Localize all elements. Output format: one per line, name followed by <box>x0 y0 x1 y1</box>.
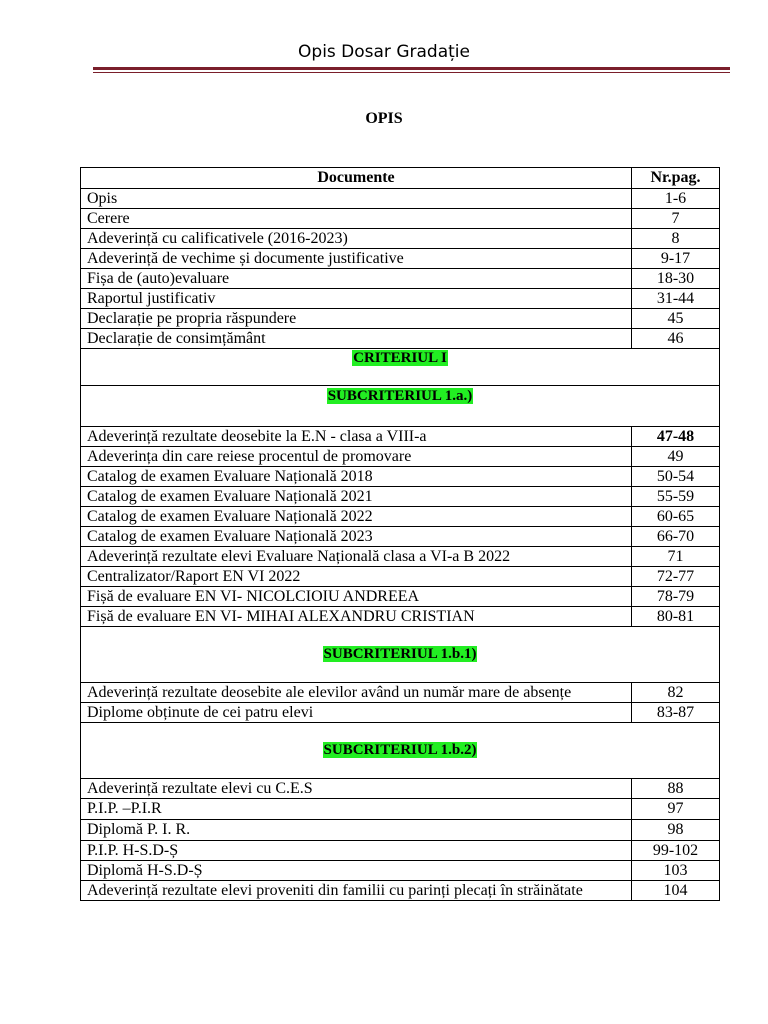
table-row <box>81 249 720 269</box>
pages-cell: 60-65 <box>632 507 720 527</box>
doc-cell: Catalog de examen Evaluare Națională 2022 <box>81 507 632 527</box>
table-row <box>81 820 720 841</box>
table-row <box>81 507 720 527</box>
pages-cell: 71 <box>632 547 720 567</box>
table-row <box>81 487 720 507</box>
table-row <box>81 683 720 703</box>
doc-cell: Adeverință de vechime și documente justificative <box>81 249 632 269</box>
pages-cell: 8 <box>632 229 720 249</box>
doc-cell: Adeverință rezultate deosebite ale elevilor având un număr mare de absențe <box>81 683 632 703</box>
table-row <box>81 799 720 820</box>
doc-cell: Raportul justificativ <box>81 289 632 309</box>
pages-cell: 18-30 <box>632 269 720 289</box>
pages-cell: 49 <box>632 447 720 467</box>
doc-cell: Diplomă H-S.D-Ș <box>81 861 632 881</box>
doc-cell: Adeverință rezultate elevi Evaluare Națională clasa a VI-a B 2022 <box>81 547 632 567</box>
pages-cell: 45 <box>632 309 720 329</box>
table-row <box>81 527 720 547</box>
doc-cell: Catalog de examen Evaluare Națională 2021 <box>81 487 632 507</box>
header-rule-thin <box>93 72 730 73</box>
subcriteriu-1b2-heading: SUBCRITERIUL 1.b.2) <box>323 742 477 758</box>
pages-cell: 97 <box>632 799 720 820</box>
table-row <box>81 567 720 587</box>
subcriteriu-1b1-heading: SUBCRITERIUL 1.b.1) <box>323 646 477 662</box>
section-row-sub-1b2 <box>81 723 720 779</box>
section-row-criteriu <box>81 349 720 386</box>
doc-cell: Adeverință rezultate deosebite la E.N - clasa a VIII-a <box>81 427 632 447</box>
pages-cell: 88 <box>632 779 720 799</box>
doc-cell: Opis <box>81 189 632 209</box>
table-row <box>81 703 720 723</box>
doc-cell: Diplomă P. I. R. <box>81 820 632 841</box>
section-row-sub-1a <box>81 386 720 427</box>
section-row-sub-1b1 <box>81 627 720 683</box>
table-row <box>81 587 720 607</box>
table-row <box>81 447 720 467</box>
table-row <box>81 427 720 447</box>
column-header-documents: Documente <box>81 168 632 189</box>
doc-cell: Catalog de examen Evaluare Națională 2018 <box>81 467 632 487</box>
page-header-title: Opis Dosar Gradație <box>298 42 470 62</box>
doc-cell: P.I.P. –P.I.R <box>81 799 632 820</box>
table-row <box>81 209 720 229</box>
pages-cell: 80-81 <box>632 607 720 627</box>
pages-cell: 46 <box>632 329 720 349</box>
table-row <box>81 861 720 881</box>
doc-cell: Fișa de (auto)evaluare <box>81 269 632 289</box>
table-row <box>81 841 720 861</box>
doc-cell: Adeverință rezultate elevi cu C.E.S <box>81 779 632 799</box>
pages-cell: 104 <box>632 881 720 901</box>
table-row <box>81 289 720 309</box>
doc-cell: Adeverința din care reiese procentul de promovare <box>81 447 632 467</box>
pages-cell: 55-59 <box>632 487 720 507</box>
opis-table <box>80 167 720 901</box>
doc-cell: Diplome obținute de cei patru elevi <box>81 703 632 723</box>
table-row <box>81 329 720 349</box>
table-row <box>81 269 720 289</box>
document-title: OPIS <box>365 110 403 127</box>
table-row <box>81 309 720 329</box>
pages-cell: 82 <box>632 683 720 703</box>
doc-cell: Adeverință rezultate elevi proveniti din familii cu parinți plecați în străinătate <box>81 881 632 901</box>
table-row <box>81 467 720 487</box>
pages-cell: 50-54 <box>632 467 720 487</box>
pages-cell: 98 <box>632 820 720 841</box>
doc-cell: Catalog de examen Evaluare Națională 2023 <box>81 527 632 547</box>
pages-cell: 83-87 <box>632 703 720 723</box>
pages-cell: 78-79 <box>632 587 720 607</box>
table-row <box>81 229 720 249</box>
doc-cell: P.I.P. H-S.D-Ș <box>81 841 632 861</box>
doc-cell: Cerere <box>81 209 632 229</box>
table-row <box>81 547 720 567</box>
table-row <box>81 779 720 799</box>
doc-cell: Fișă de evaluare EN VI- NICOLCIOIU ANDREEA <box>81 587 632 607</box>
doc-cell: Fișă de evaluare EN VI- MIHAI ALEXANDRU CRISTIAN <box>81 607 632 627</box>
pages-cell: 99-102 <box>632 841 720 861</box>
pages-cell: 47-48 <box>632 427 720 447</box>
table-row <box>81 881 720 901</box>
doc-cell: Declarație pe propria răspundere <box>81 309 632 329</box>
doc-cell: Adeverință cu calificativele (2016-2023) <box>81 229 632 249</box>
pages-cell: 103 <box>632 861 720 881</box>
subcriteriu-1a-heading: SUBCRITERIUL 1.a.) <box>327 388 473 404</box>
doc-cell: Declarație de consimțământ <box>81 329 632 349</box>
pages-cell: 1-6 <box>632 189 720 209</box>
header-rule-thick <box>93 67 730 70</box>
table-row <box>81 189 720 209</box>
table-row <box>81 607 720 627</box>
table-header-row <box>81 168 720 189</box>
pages-cell: 72-77 <box>632 567 720 587</box>
pages-cell: 7 <box>632 209 720 229</box>
pages-cell: 31-44 <box>632 289 720 309</box>
column-header-pages: Nr.pag. <box>632 168 720 189</box>
pages-cell: 66-70 <box>632 527 720 547</box>
pages-cell: 9-17 <box>632 249 720 269</box>
doc-cell: Centralizator/Raport EN VI 2022 <box>81 567 632 587</box>
criteriu-heading: CRITERIUL I <box>353 350 447 366</box>
